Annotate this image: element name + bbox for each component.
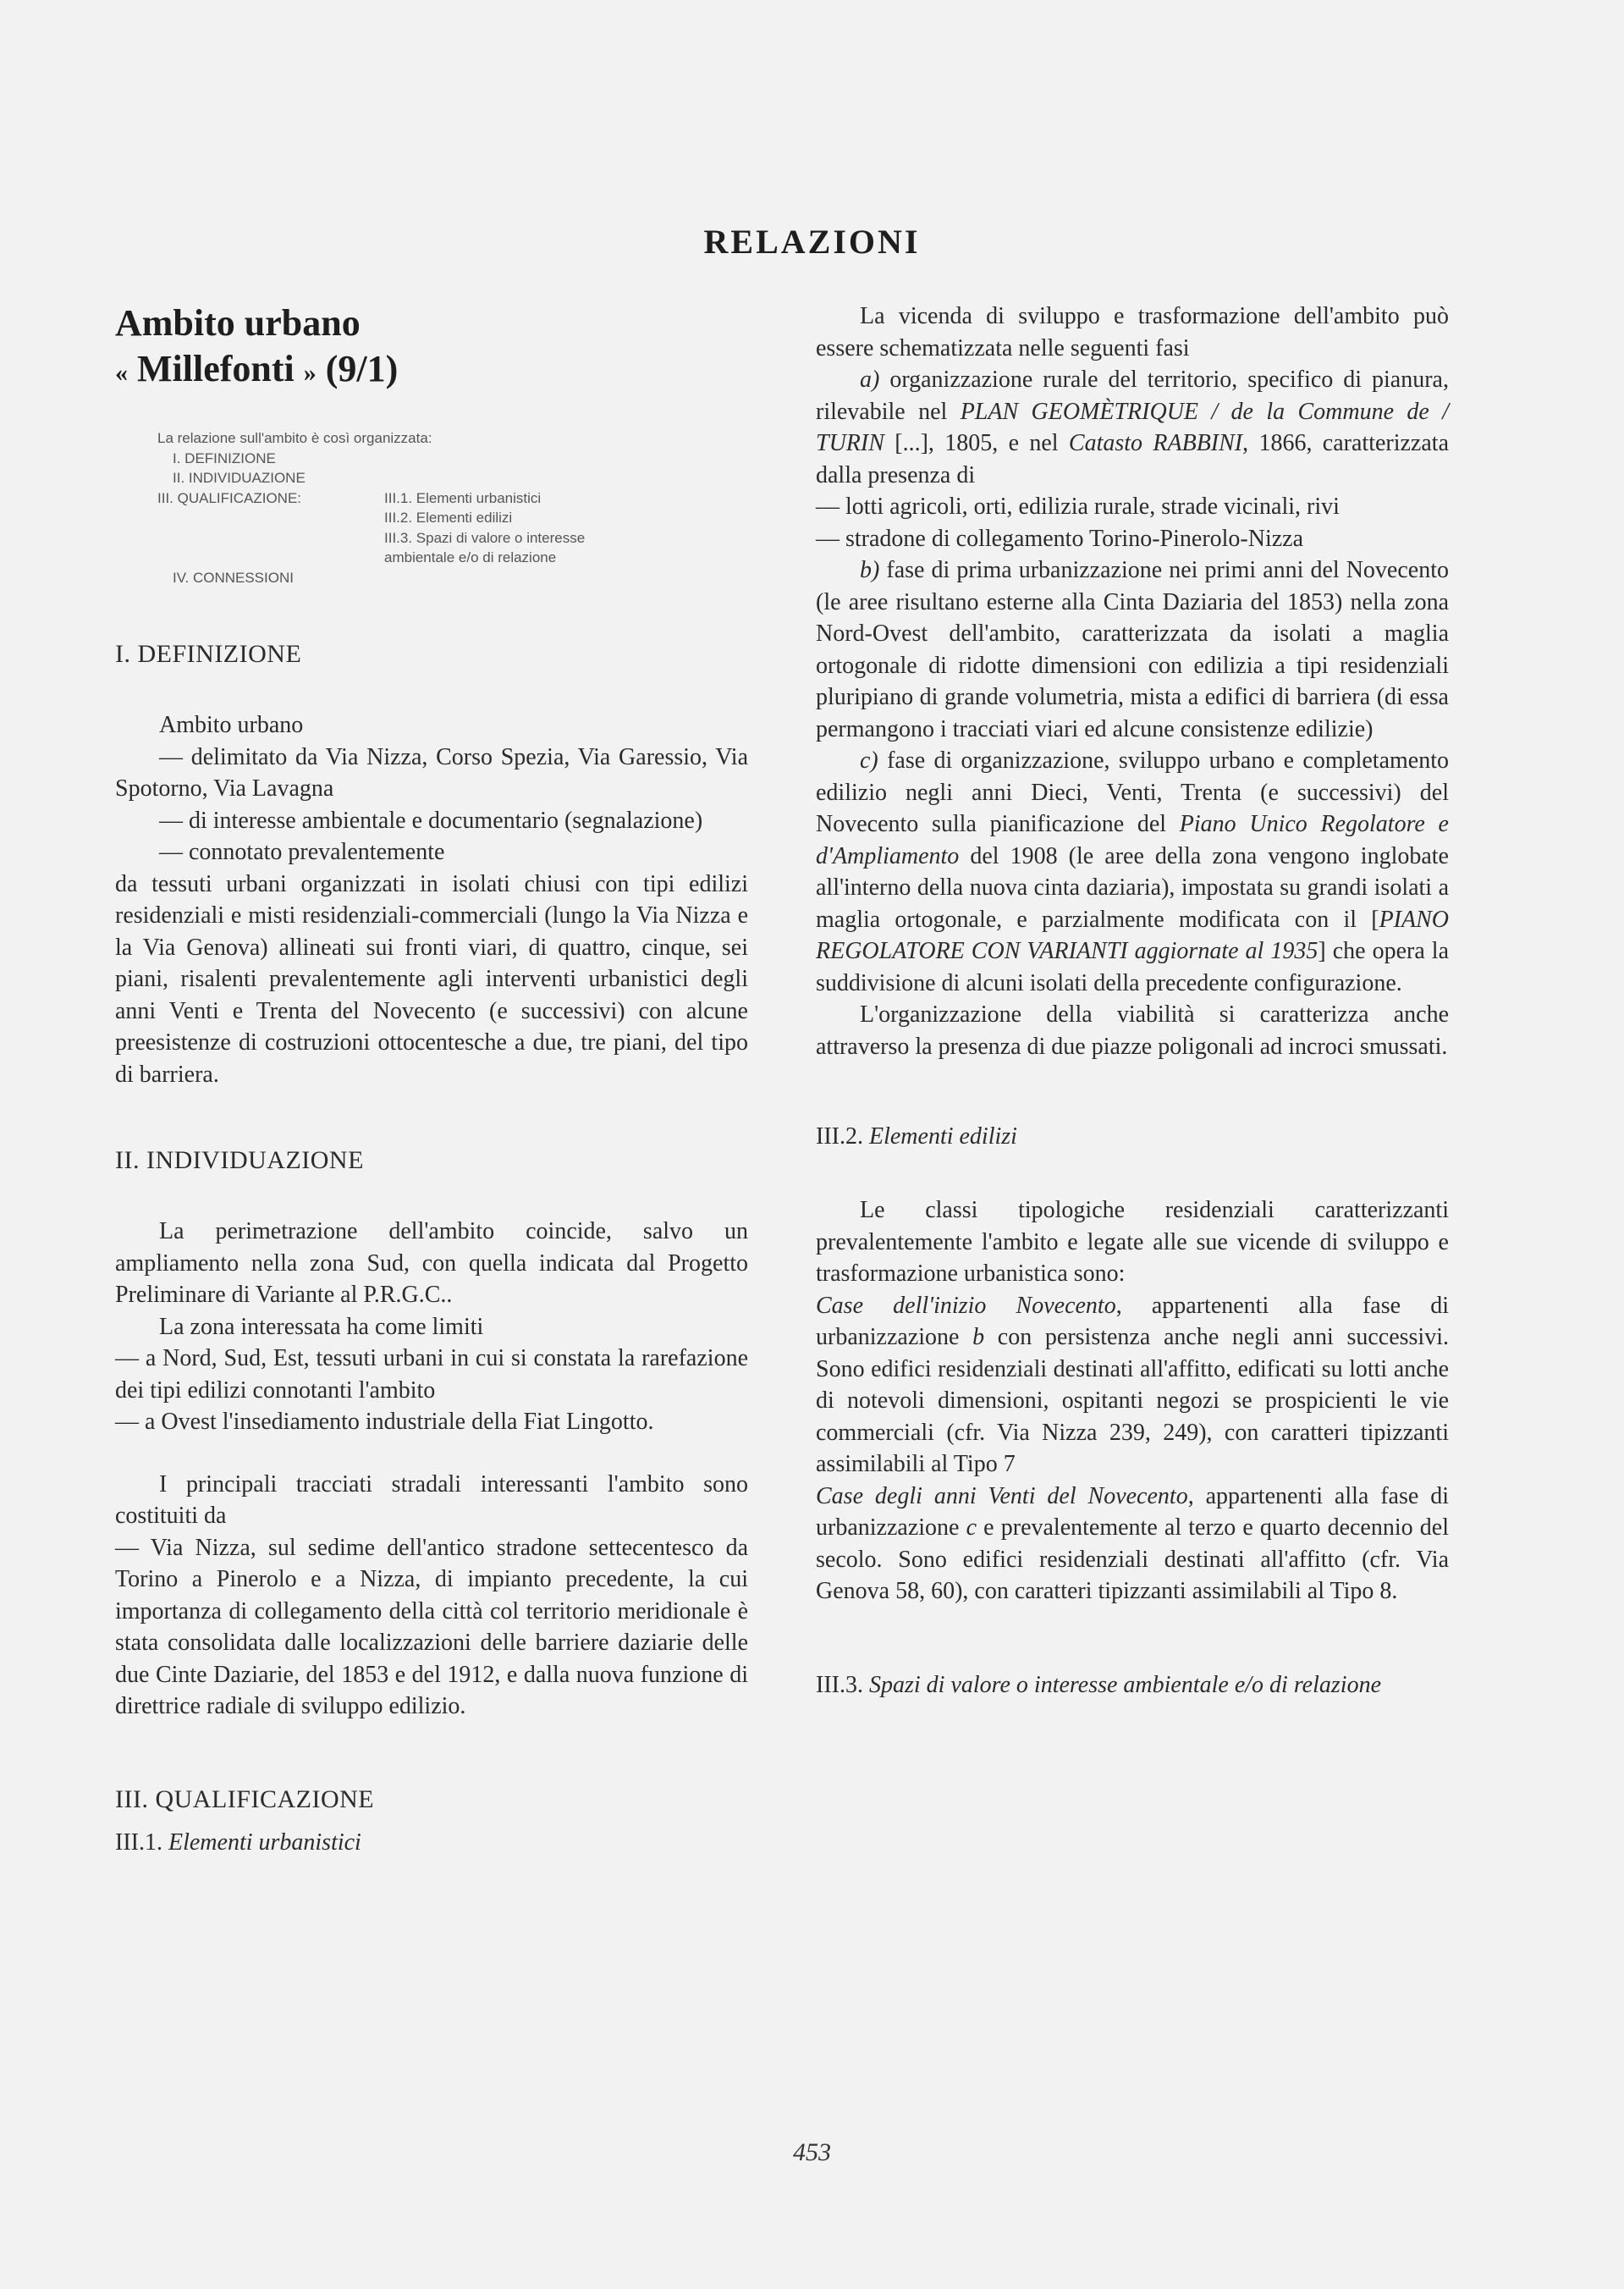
paragraph: Ambito urbano xyxy=(159,712,304,738)
toc-item-left: I. DEFINIZIONE xyxy=(173,450,276,466)
paragraph-case-2 xyxy=(816,1481,1449,1608)
text-run: , 1866, caratterizzata dalla presenza di xyxy=(816,430,1449,488)
citation: Piano Unico Regolatore e d'Ampliamento xyxy=(816,811,1449,869)
subsection-title: Elementi edilizi xyxy=(868,1123,1017,1150)
house-type: Case degli anni Venti del Novecento xyxy=(816,1482,1188,1509)
paragraph-case-1 xyxy=(816,1290,1449,1481)
toc-item-left: II. INDIVIDUAZIONE xyxy=(173,470,306,486)
paragraph: — connotato prevalentemente xyxy=(159,839,445,865)
title-code: (9/1) xyxy=(325,348,399,389)
text-run: e prevalentemente al terzo e quarto decennio del secolo. Sono edifici residenziali destinati all'affitto (cfr. Via Genova 58, 60), con caratteri tipizzanti assimilabili al Tipo 8. xyxy=(816,1514,1449,1604)
citation: PLAN GEOMÈTRIQUE / de la Commune de / TURIN xyxy=(816,398,1449,456)
paragraph: La perimetrazione dell'ambito coincide, salvo un ampliamento nella zona Sud, con quella indicata dal Progetto Preliminare di Variante al P.R.G.C.. xyxy=(115,1218,748,1308)
phase-label: c) xyxy=(860,747,878,774)
paragraph: Le classi tipologiche residenziali caratterizzanti prevalentemente l'ambito e legate alle sue vicende di sviluppo e trasformazione urbanistica sono: xyxy=(816,1197,1449,1287)
toc-item-left: III. QUALIFICAZIONE: xyxy=(157,489,302,506)
subsection-number: III.1. xyxy=(115,1828,162,1856)
toc-item-right xyxy=(384,468,638,488)
paragraph: — delimitato da Via Nizza, Corso Spezia, Via Garessio, Via Spotorno, Via Lavagna xyxy=(115,743,748,802)
paragraph-phase-b xyxy=(816,554,1449,745)
citation: PIANO REGOLATORE CON VARIANTI aggiornate al 1935 xyxy=(816,906,1449,964)
text-run: , appartenenti alla fase di urbanizzazione xyxy=(816,1292,1449,1350)
toc-item-right xyxy=(384,568,638,588)
right-column xyxy=(816,301,1449,1699)
subsection-heading-3-2 xyxy=(816,1123,1449,1150)
left-column xyxy=(115,301,748,1856)
subsection-number: III.2. xyxy=(816,1123,863,1150)
subsection-heading-3-1 xyxy=(115,1829,748,1856)
section-heading-definizione: I. DEFINIZIONE xyxy=(115,640,302,668)
paragraph: L'organizzazione della viabilità si caratterizza anche attraverso la presenza di due piazze poligonali ad incroci smussati. xyxy=(816,1001,1449,1060)
toc-item-right xyxy=(384,449,638,469)
title-line-1: Ambito urbano xyxy=(115,302,361,344)
section-heading-qualificazione: III. QUALIFICAZIONE xyxy=(115,1784,375,1813)
paragraph-phase-c xyxy=(816,745,1449,999)
toc-item-right: III.3. Spazi di valore o interesse ambientale e/o di relazione xyxy=(384,529,586,565)
subsection-title: Spazi di valore o interesse ambientale e/o di relazione xyxy=(868,1671,1381,1698)
title-line-2 xyxy=(115,346,748,396)
toc-row xyxy=(157,468,748,488)
document-title xyxy=(115,301,748,396)
paragraph: — di interesse ambientale e documentario (segnalazione) xyxy=(159,807,703,834)
paragraph-phase-a xyxy=(816,364,1449,491)
phase-label: a) xyxy=(860,367,880,393)
title-quote-close: » xyxy=(303,359,317,387)
subsection-title: Elementi urbanistici xyxy=(168,1828,361,1856)
text-run: fase di organizzazione, sviluppo urbano e completamento edilizio negli anni Dieci, Venti, Trenta (e successivi) del Novecento sulla pianificazione del xyxy=(816,747,1449,837)
paragraph: La vicenda di sviluppo e trasformazione dell'ambito può essere schematizzata nelle seguenti fasi xyxy=(816,303,1449,361)
toc-row xyxy=(157,568,748,588)
house-type: Case dell'inizio Novecento xyxy=(816,1292,1116,1319)
toc-row xyxy=(157,488,748,509)
toc-item-left xyxy=(157,528,384,568)
phase-ref: b xyxy=(972,1324,985,1350)
page-header: RELAZIONI xyxy=(703,223,921,261)
page-number: 453 xyxy=(793,2138,831,2166)
toc-item-right: III.2. Elementi edilizi xyxy=(384,510,513,526)
paragraph: — lotti agricoli, orti, edilizia rurale, strade vicinali, rivi xyxy=(816,494,1340,520)
paragraph: — stradone di collegamento Torino-Pinerolo-Nizza xyxy=(816,525,1304,552)
table-of-contents xyxy=(157,428,748,587)
paragraph: — a Ovest l'insediamento industriale della Fiat Lingotto. xyxy=(115,1409,654,1435)
toc-item-right: III.1. Elementi urbanistici xyxy=(384,489,542,506)
title-quote-open: « xyxy=(115,359,128,387)
text-run: con persistenza anche negli anni successivi. Sono edifici residenziali destinati all'affitto, edificati su lotti anche di notevoli dimensioni, ospitanti negozi se prospicienti le vie commerciali (cfr. Via Nizza 239, 249), con caratteri tipizzanti assimilabili al Tipo 7 xyxy=(816,1324,1449,1477)
subsection-heading-3-3 xyxy=(816,1672,1449,1699)
toc-intro: La relazione sull'ambito è così organizzata: xyxy=(157,430,432,446)
text-run: fase di prima urbanizzazione nei primi anni del Novecento (le aree risultano esterne alla Cinta Daziaria del 1853) nella zona Nord-Ovest dell'ambito, caratterizzata da isolati a maglia ortogonale di ridotte dimensioni con edilizia a tipi residenziali pluripiano di grande volumetria, mista a edifici di barriera (di essa permangono i tracciati viari ed alcune consistenze edilizie) xyxy=(816,557,1449,742)
section-heading-individuazione: II. INDIVIDUAZIONE xyxy=(115,1146,364,1174)
paragraph: I principali tracciati stradali interessanti l'ambito sono costituiti da xyxy=(115,1470,748,1529)
toc-row xyxy=(157,508,748,528)
toc-row xyxy=(157,449,748,469)
text-run: del 1908 (le aree della zona vengono inglobate all'interno della nuova cinta daziaria), impostata su grandi isolati a maglia ortogonale, e parzialmente modificata con il [ xyxy=(816,842,1449,933)
text-run: , appartenenti alla fase di urbanizzazione xyxy=(816,1482,1449,1541)
text-run: [...], 1805, e nel xyxy=(884,430,1069,456)
toc-row xyxy=(157,528,748,568)
citation: Catasto RABBINI xyxy=(1068,430,1243,456)
toc-item-left: IV. CONNESSIONI xyxy=(173,569,294,586)
paragraph: La zona interessata ha come limiti xyxy=(159,1313,484,1340)
phase-label: b) xyxy=(860,557,880,583)
text-run: organizzazione rurale del territorio, specifico di pianura, rilevabile nel xyxy=(816,367,1449,425)
toc-item-left xyxy=(157,508,384,528)
paragraph: da tessuti urbani organizzati in isolati chiusi con tipi edilizi residenziali e misti residenziali-commerciali (lungo la Via Nizza e la Via Genova) allineati sui fronti viari, di quattro, cinque, sei piani, risalenti prevalentemente agli interventi urbanistici degli anni Venti e Trenta del Novecento (e successivi) con alcune preesistenze di costruzioni ottocentesche a due, tre piani, del tipo di barriera. xyxy=(115,870,748,1088)
title-name: Millefonti xyxy=(137,348,295,389)
paragraph: — a Nord, Sud, Est, tessuti urbani in cui si constata la rarefazione dei tipi edilizi connotanti l'ambito xyxy=(115,1345,748,1404)
phase-ref: c xyxy=(966,1514,977,1541)
paragraph: — Via Nizza, sul sedime dell'antico stradone settecentesco da Torino a Pinerolo e a Nizza, di impianto precedente, la cui importanza di collegamento della città col territorio meridionale è stata consolidata dalle localizzazioni delle barriere daziarie delle due Cinte Daziarie, del 1853 e del 1912, e dalla nuova funzione di direttrice radiale di sviluppo edilizio. xyxy=(115,1534,748,1719)
subsection-number: III.3. xyxy=(816,1671,863,1698)
text-run: ] che opera la suddivisione di alcuni isolati della precedente configurazione. xyxy=(816,938,1449,996)
